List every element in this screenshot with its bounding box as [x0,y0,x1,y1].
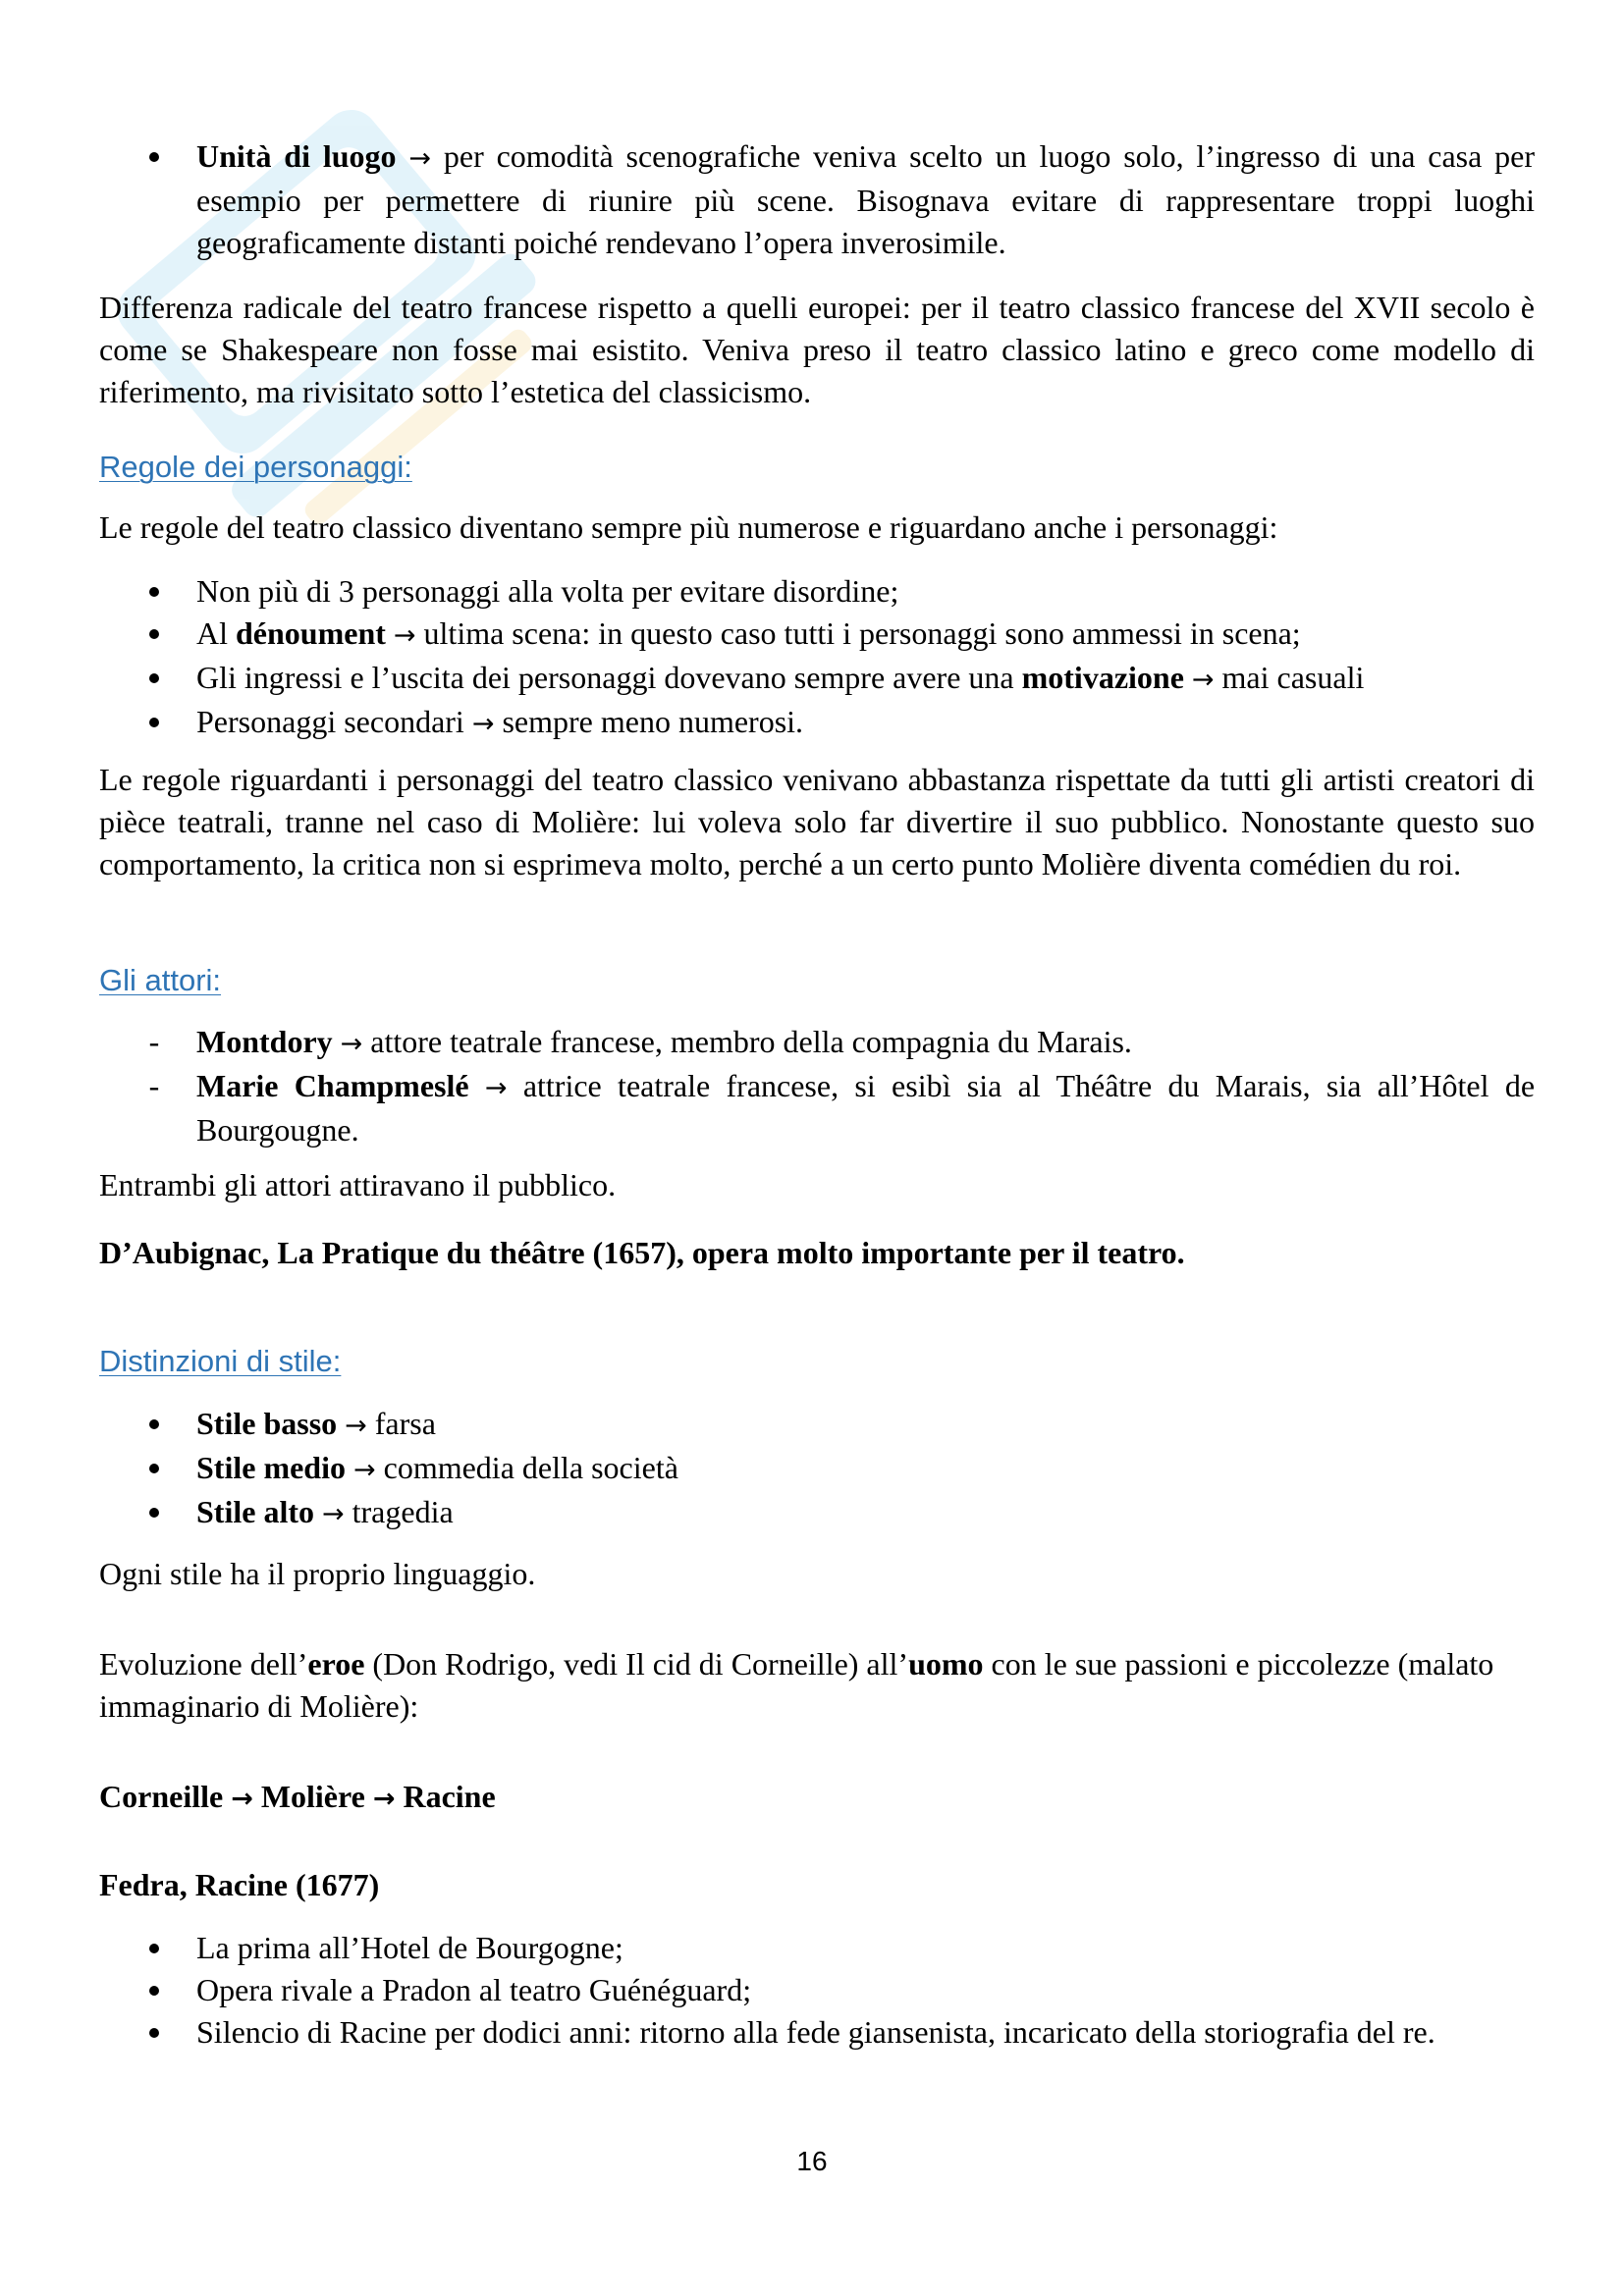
arrow-right-icon: → [345,1411,367,1441]
paragraph-evoluzione: Evoluzione dell’eroe (Don Rodrigo, vedi Il cid di Corneille) all’uomo con le sue passioni e piccolezze (malato immaginario di Molière): [99,1646,1494,1724]
arrow-right-icon: → [340,1029,363,1059]
arrow-right-icon: → [484,1073,508,1103]
list-item: Non più di 3 personaggi alla volta per evitare disordine; [196,573,899,609]
paragraph-attori-pubblico: Entrambi gli attori attiravano il pubblico. [99,1167,617,1202]
fedra-list [99,1927,1535,2054]
heading-gli-attori: Gli attori: [99,963,222,997]
arrow-right-icon: → [321,1499,345,1529]
arrow-right-icon: → [1191,665,1215,695]
aubignac-line: D’Aubignac, La Pratique du théâtre (1657), opera molto importante per il teatro. [99,1235,1185,1270]
list-item [99,135,1535,264]
unita-luogo-list [99,135,1535,264]
term-unita-di-luogo: Unità di luogo [196,138,397,174]
list-item: Gli ingressi e l’uscita dei personaggi dovevano sempre avere una motivazione → mai casuali [196,660,1365,695]
stile-list [99,1403,1535,1535]
arrow-right-icon: → [471,709,495,739]
arrow-right-icon: → [393,620,416,651]
list-item: Silencio di Racine per dodici anni: ritorno alla fede giansenista, incaricato della storiografia del re. [196,2014,1435,2050]
author-sequence: Corneille → Molière → Racine [99,1779,496,1814]
paragraph-differenza: Differenza radicale del teatro francese rispetto a quelli europei: per il teatro classico francese del XVII secolo è come se Shakespeare non fosse mai esistito. Veniva preso il teatro classico latino e greco come modello di riferimento, ma rivisitato sotto l’estetica del classicismo. [99,290,1535,409]
list-item: Stile medio → commedia della società [196,1450,678,1485]
unita-luogo-text: per comodità scenografiche veniva scelto un luogo solo, l’ingresso di una casa per esempio per permettere di riunire più scene. Bisognava evitare di rappresentare troppi luoghi geograficamente distanti poiché rendevano l’opera inverosimile. [196,138,1536,260]
list-item: Opera rivale a Pradon al teatro Guénéguard; [196,1972,752,2007]
arrow-right-icon: → [231,1784,253,1814]
page-number: 16 [796,2146,828,2176]
list-item: - Marie Champmeslé → attrice teatrale francese, si esibì sia al Théâtre du Marais, sia all’Hôtel de Bourgougne. [148,1068,1536,1148]
list-item: Al dénoument → ultima scena: in questo caso tutti i personaggi sono ammessi in scena; [196,615,1301,651]
fedra-title: Fedra, Racine (1677) [99,1867,380,1902]
heading-regole-personaggi: Regole dei personaggi: [99,450,412,484]
list-item: Stile alto → tragedia [196,1494,454,1529]
list-item: Stile basso → farsa [196,1406,436,1441]
list-item: Personaggi secondari → sempre meno numerosi. [196,704,804,739]
arrow-right-icon: → [408,143,432,174]
paragraph-regole-intro: Le regole del teatro classico diventano sempre più numerose e riguardano anche i personaggi: [99,509,1278,545]
list-item: - Montdory → attore teatrale francese, membro della compagnia du Marais. [148,1024,1132,1059]
list-item: La prima all’Hotel de Bourgogne; [196,1930,623,1965]
paragraph-regole-moliere: Le regole riguardanti i personaggi del teatro classico venivano abbastanza rispettate da tutti gli artisti creatori di pièce teatrali, tranne nel caso di Molière: lui voleva solo far divertire il suo pubblico. Nonostante questo suo comportamento, la critica non si esprimeva molto, perché a un certo punto Molière diventa comédien du roi. [99,762,1535,881]
regole-personaggi-list [99,570,1535,745]
paragraph-linguaggio: Ogni stile ha il proprio linguaggio. [99,1556,536,1591]
arrow-right-icon: → [352,1455,376,1485]
attori-list [99,1021,1535,1151]
heading-distinzioni-stile: Distinzioni di stile: [99,1344,342,1378]
arrow-right-icon: → [372,1784,396,1814]
